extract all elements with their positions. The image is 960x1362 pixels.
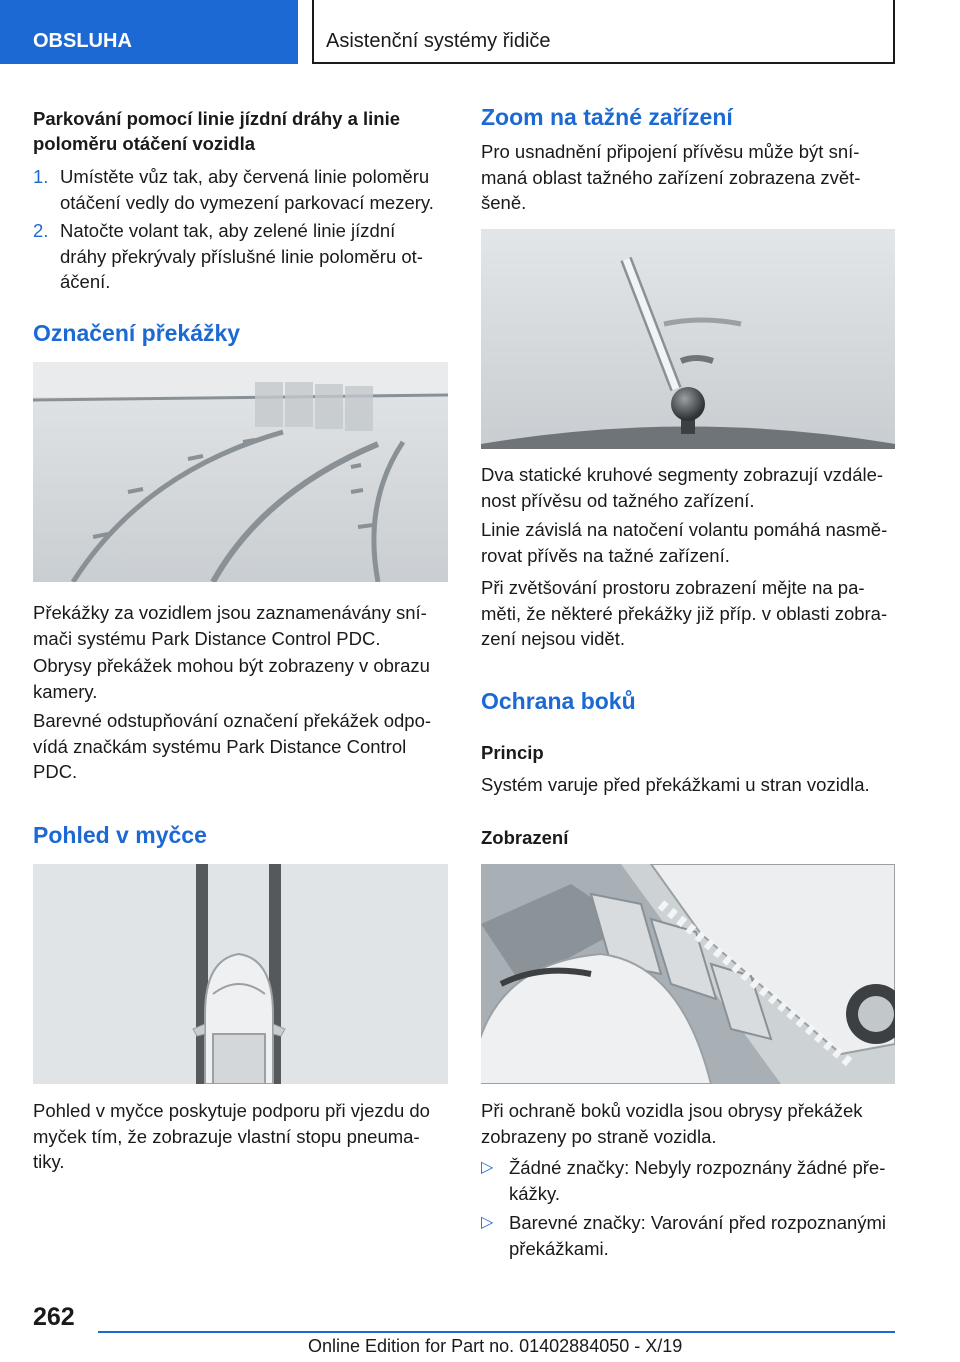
edition-footer: Online Edition for Part no. 01402884050 - X/19 (308, 1336, 683, 1356)
obstacle-para-2: Obrysy překážek mohou být zobrazeny v obrazu kamery. (33, 655, 430, 702)
chapter-title: Asistenční systémy řidiče (326, 30, 551, 52)
obstacle-para-3: Barevné odstupňování označení překážek odpo- vídá značkám systému Park Distance Control PDC. (33, 710, 432, 782)
wash-heading: Pohled v myčce (33, 822, 207, 848)
zoom-heading: Zoom na tažné zařízení (481, 104, 733, 130)
zoom-para-1: Pro usnadnění připojení přívěsu může být sní- maná oblast tažného zařízení zobrazena zvět- šeně. (481, 141, 861, 213)
principle-text: Systém varuje před překážkami u stran vozidla. (481, 774, 870, 795)
obstacle-marking-figure (33, 362, 448, 582)
obstacle-heading: Označení překážky (33, 320, 241, 346)
chapter-header (312, 0, 895, 64)
triangle-bullet-icon: ▷ (481, 1214, 494, 1231)
display-label: Zobrazení (481, 827, 569, 848)
section-tab (0, 0, 298, 64)
side-protection-figure (481, 864, 895, 1084)
zoom-para-3: Linie závislá na natočení volantu pomáhá nasmě- rovat přívěs na tažné zařízení. (481, 519, 888, 566)
zoom-para-4: Při zvětšování prostoru zobrazení mějte na pa- měti, že některé překážky již příp. v oblasti zobra- zení nejsou vidět. (481, 577, 888, 649)
zoom-para-2: Dva statické kruhové segmenty zobrazují vzdále- nost přívěsu od tažného zařízení. (481, 464, 884, 511)
side-protection-heading: Ochrana boků (481, 688, 636, 714)
wash-para: Pohled v myčce poskytuje podporu při vjezdu do myček tím, že zobrazuje vlastní stopu pneuma- tiky. (33, 1100, 430, 1172)
section-label: OBSLUHA (33, 30, 132, 52)
display-para: Při ochraně boků vozidla jsou obrysy překážek zobrazeny po straně vozidla. (481, 1100, 863, 1147)
trailer-hitch-figure (481, 229, 895, 449)
footer-divider (98, 1331, 895, 1333)
parking-heading: Parkování pomocí linie jízdní dráhy a linie poloměru otáčení vozidla (33, 108, 401, 154)
car-wash-figure (33, 864, 448, 1084)
page-number: 262 (33, 1303, 75, 1331)
principle-label: Princip (481, 742, 544, 763)
obstacle-para-1: Překážky za vozidlem jsou zaznamenávány sní- mači systému Park Distance Control PDC. (33, 602, 427, 649)
triangle-bullet-icon: ▷ (481, 1159, 494, 1176)
